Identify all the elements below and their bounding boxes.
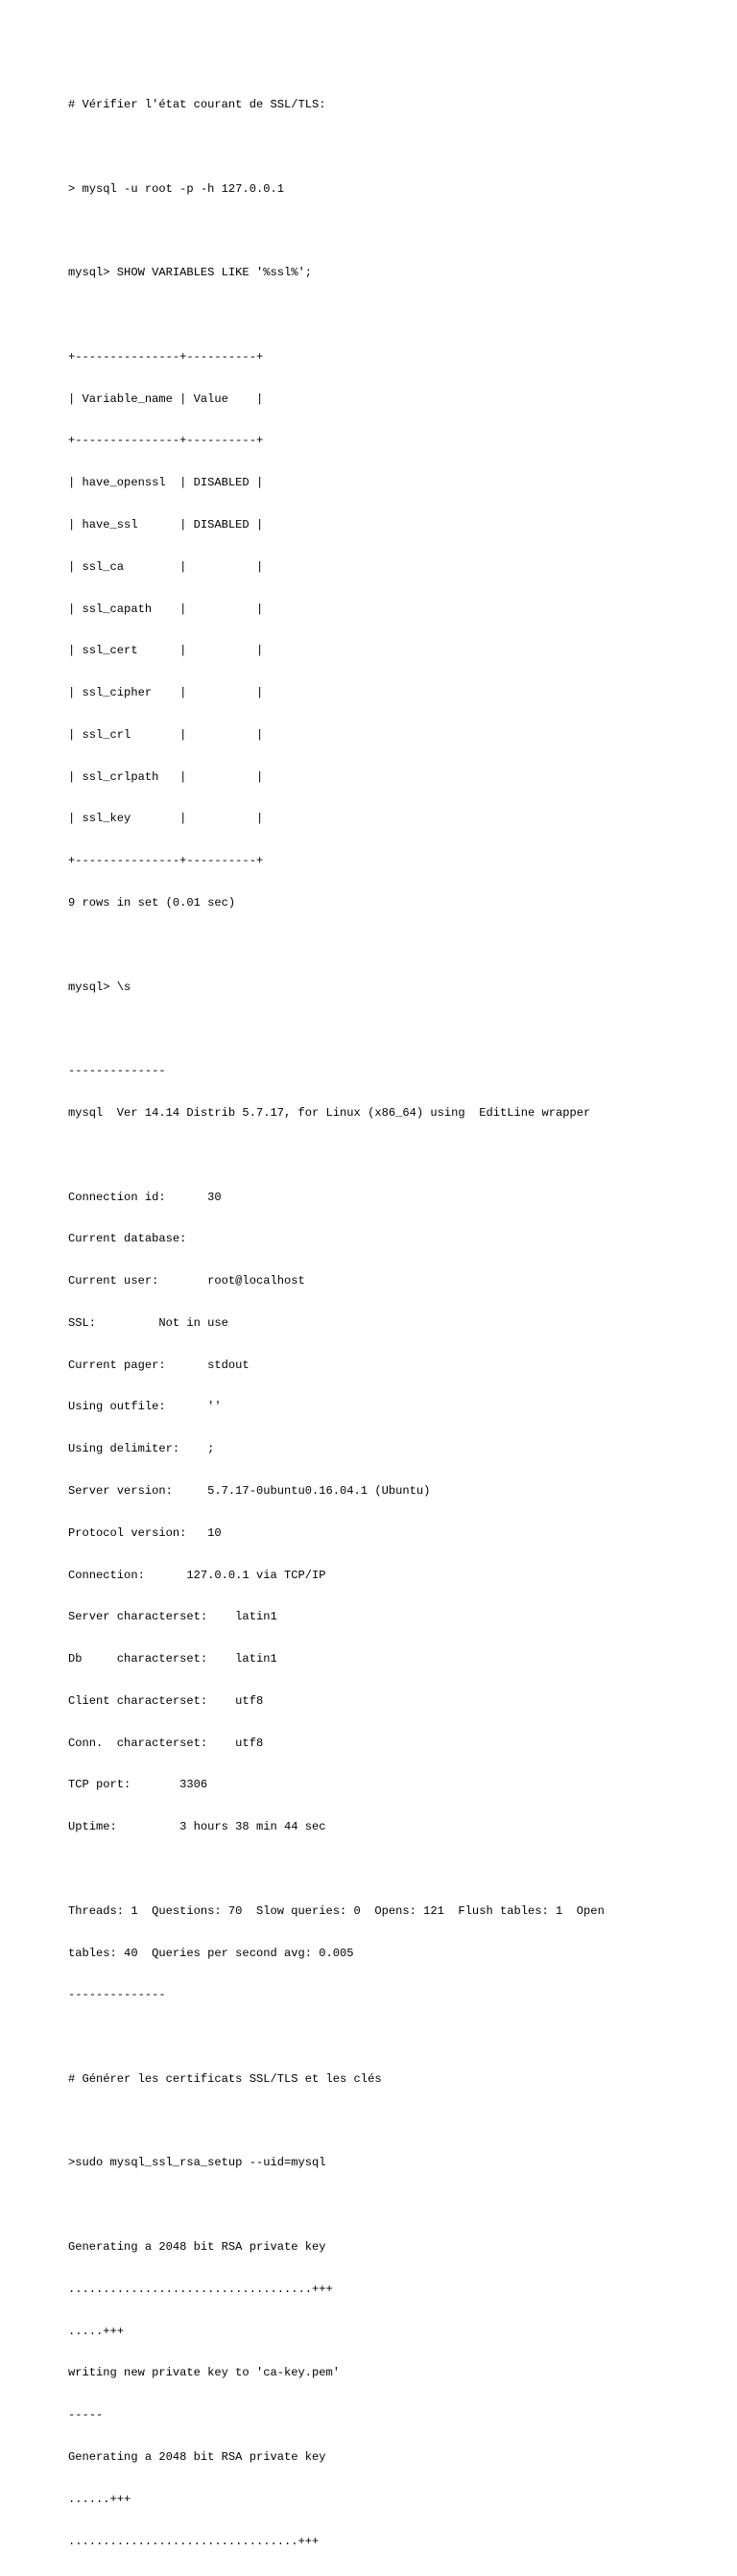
status-field: Current database:: [68, 1232, 187, 1246]
blank-line: [68, 1022, 605, 1036]
status-field: Uptime: 3 hours 38 min 44 sec: [68, 1820, 326, 1834]
separator-line: --------------: [68, 1064, 166, 1078]
table-header: | Variable_name | Value |: [68, 391, 264, 406]
table-row: | have_openssl | DISABLED |: [68, 476, 264, 490]
terminal-transcript: [68, 70, 605, 2576]
status-field: TCP port: 3306: [68, 1778, 208, 1792]
separator-line: --------------: [68, 1988, 166, 2002]
mysql-version-line: mysql Ver 14.14 Distrib 5.7.17, for Linux (x86_64) using EditLine wrapper: [68, 1105, 591, 1120]
key-generation-progress: .....+++: [68, 2324, 125, 2338]
status-field: Connection: 127.0.0.1 via TCP/IP: [68, 1568, 326, 1582]
blank-line: [68, 938, 605, 953]
status-field: SSL: Not in use: [68, 1315, 228, 1330]
key-generation-progress: ......+++: [68, 2492, 131, 2506]
threads-summary-continued: tables: 40 Queries per second avg: 0.005: [68, 1946, 354, 1960]
table-row: | ssl_capath | |: [68, 602, 264, 616]
table-row: | ssl_cipher | |: [68, 686, 264, 700]
table-row: | ssl_key | |: [68, 812, 264, 826]
blank-line: [68, 140, 605, 154]
threads-summary: Threads: 1 Questions: 70 Slow queries: 0 Opens: 121 Flush tables: 1 Open: [68, 1903, 605, 1918]
blank-line: [68, 1148, 605, 1163]
status-command: mysql> \s: [68, 980, 131, 994]
status-field: Current user: root@localhost: [68, 1274, 305, 1288]
key-generation-output: writing new private key to 'ca-key.pem': [68, 2366, 341, 2380]
status-field: Server characterset: latin1: [68, 1610, 277, 1624]
status-field: Client characterset: utf8: [68, 1693, 264, 1708]
comment-check-ssl: # Vérifier l'état courant de SSL/TLS:: [68, 98, 326, 112]
blank-line: [68, 308, 605, 322]
key-generation-separator: -----: [68, 2408, 104, 2422]
comment-generate-certs: # Générer les certificats SSL/TLS et les clés: [68, 2071, 382, 2086]
status-field: Connection id: 30: [68, 1190, 222, 1204]
table-border: +---------------+----------+: [68, 349, 264, 364]
key-generation-progress: ...................................+++: [68, 2281, 333, 2296]
blank-line: [68, 225, 605, 239]
table-row: | have_ssl | DISABLED |: [68, 518, 264, 532]
status-field: Using delimiter: ;: [68, 1442, 215, 1456]
table-border: +---------------+----------+: [68, 434, 264, 448]
table-row: | ssl_crlpath | |: [68, 769, 264, 784]
key-generation-output: Generating a 2048 bit RSA private key: [68, 2240, 326, 2255]
ssl-setup-command: >sudo mysql_ssl_rsa_setup --uid=mysql: [68, 2156, 326, 2170]
status-field: Current pager: stdout: [68, 1358, 250, 1372]
show-variables-command: mysql> SHOW VARIABLES LIKE '%ssl%';: [68, 266, 313, 280]
table-row: | ssl_crl | |: [68, 727, 264, 742]
key-generation-progress: .................................+++: [68, 2534, 320, 2548]
mysql-login-command: > mysql -u root -p -h 127.0.0.1: [68, 181, 284, 196]
blank-line: [68, 2115, 605, 2129]
table-border: +---------------+----------+: [68, 854, 264, 868]
key-generation-output: Generating a 2048 bit RSA private key: [68, 2449, 326, 2464]
table-row: | ssl_cert | |: [68, 644, 264, 658]
status-field: Conn. characterset: utf8: [68, 1736, 264, 1750]
blank-line: [68, 1862, 605, 1877]
status-field: Server version: 5.7.17-0ubuntu0.16.04.1 (Ubuntu): [68, 1483, 431, 1498]
status-field: Db characterset: latin1: [68, 1652, 277, 1666]
blank-line: [68, 2030, 605, 2044]
rows-in-set: 9 rows in set (0.01 sec): [68, 896, 236, 910]
blank-line: [68, 2198, 605, 2212]
table-row: | ssl_ca | |: [68, 559, 264, 574]
status-field: Protocol version: 10: [68, 1525, 222, 1540]
status-field: Using outfile: '': [68, 1400, 222, 1414]
